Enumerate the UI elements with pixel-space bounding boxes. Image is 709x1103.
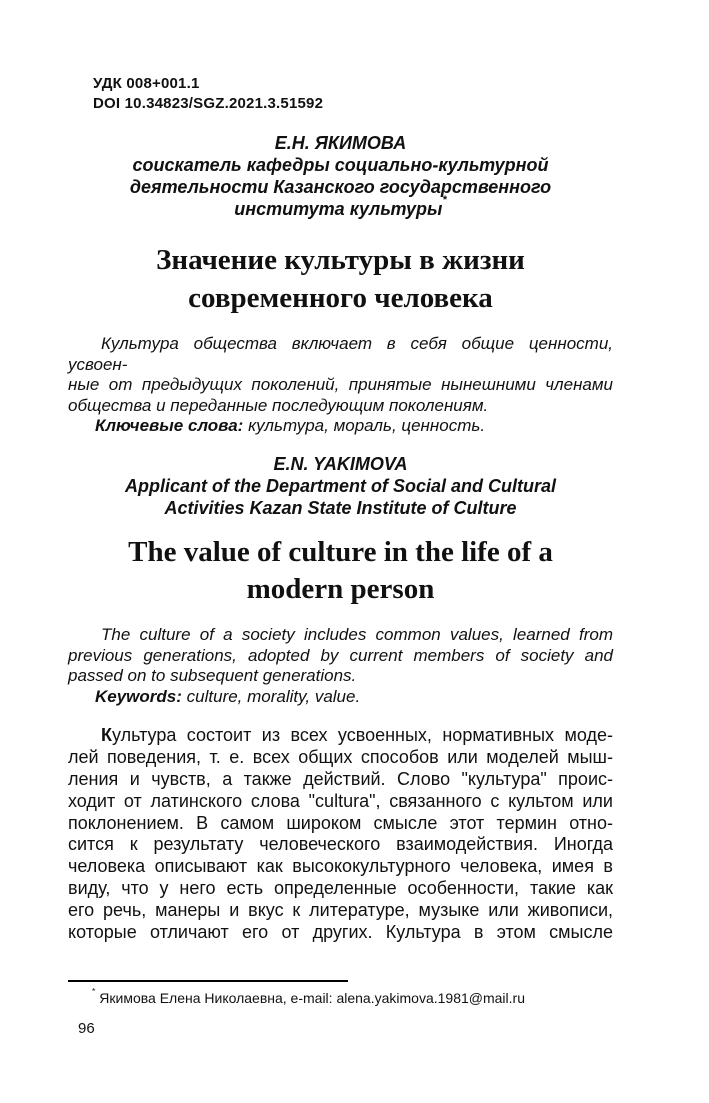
ru-article-title [68,241,613,317]
udk-line: УДК 008+001.1 [93,75,200,92]
ru-title-line: современного человека [188,282,493,314]
ru-author-name: Е.Н. ЯКИМОВА [274,133,407,153]
udk-doi-block [93,74,613,114]
body-line: которые отличают его от других. Культура в этом смысле [68,921,613,942]
footnote-marker: * [92,985,96,996]
en-affiliation-line: Applicant of the Department of Social and Cultural [124,475,557,496]
en-author-block [68,453,613,519]
affiliation-asterisk: * [442,193,447,206]
body-line: лей поведения, т. е. всех общих способов или моделей мыш- [68,747,613,768]
body-line: человека описывают как высококультурного человека, имея в [68,856,613,877]
body-line: сится к результату человеческого взаимодействия. Иногда [68,834,613,855]
ru-keywords-line [68,416,613,437]
en-abstract-line: The culture of a society includes common values, learned from [101,624,613,644]
ru-abstract-line: Культура общества включает в себя общие ценности, усвоен- [68,334,613,374]
body-line: его речь, манеры и вкус к литературе, музыке или живописи, [68,899,613,920]
en-abstract-line: previous generations, adopted by current members of society and [68,645,613,665]
ru-affiliation-text: института культуры [234,199,443,219]
footnote-separator [68,980,348,982]
en-author-name: E.N. YAKIMOVA [273,453,408,474]
ru-keywords-label: Ключевые слова: [95,416,244,436]
en-keywords-line [68,687,613,708]
drop-initial: К [101,725,112,746]
en-affiliation-line: Activities Kazan State Institute of Culture [164,497,517,518]
body-line-text: ультура состоит из всех усвоенных, нормативных моде- [112,725,613,746]
body-line: ходит от латинского слова "cultura", связанного с культом или [68,790,613,811]
body-line [68,725,613,747]
ru-affiliation-line: соискатель кафедры социально-культурной [132,155,549,175]
en-article-title [68,534,613,608]
ru-affiliation-line: деятельности Казанского государственного [129,177,552,197]
en-keywords-label: Keywords: [95,686,182,706]
page-number: 96 [78,1020,95,1037]
ru-keywords-value: культура, мораль, ценность. [248,416,486,436]
doi-line: DOI 10.34823/SGZ.2021.3.51592 [93,95,324,112]
en-abstract [68,625,613,707]
ru-affiliation-line [68,193,613,220]
en-keywords-value: culture, morality, value. [186,686,361,706]
ru-abstract [68,334,613,437]
body-line: виду, что у него есть определенные особенности, такие как [68,877,613,898]
footnote-text: Якимова Елена Николаевна, e-mail: alena.yakimova.1981@mail.ru [95,990,525,1007]
body-line: ления и чувств, а также действий. Слово "культура" проис- [68,768,613,789]
body-line: поклонением. В самом широком смысле этот термин отно- [68,812,613,833]
footnote [68,985,613,1007]
en-title-line: modern person [246,572,435,605]
ru-author-block [68,132,613,220]
en-abstract-line: passed on to subsequent generations. [68,666,357,686]
en-title-line: The value of culture in the life of a [128,535,553,568]
ru-abstract-line: ные от предыдущих поколений, принятые нынешними членами [68,375,613,395]
ru-title-line: Значение культуры в жизни [156,244,525,276]
body-paragraph [68,725,613,943]
ru-abstract-line: общества и переданные последующим поколениям. [68,395,489,415]
